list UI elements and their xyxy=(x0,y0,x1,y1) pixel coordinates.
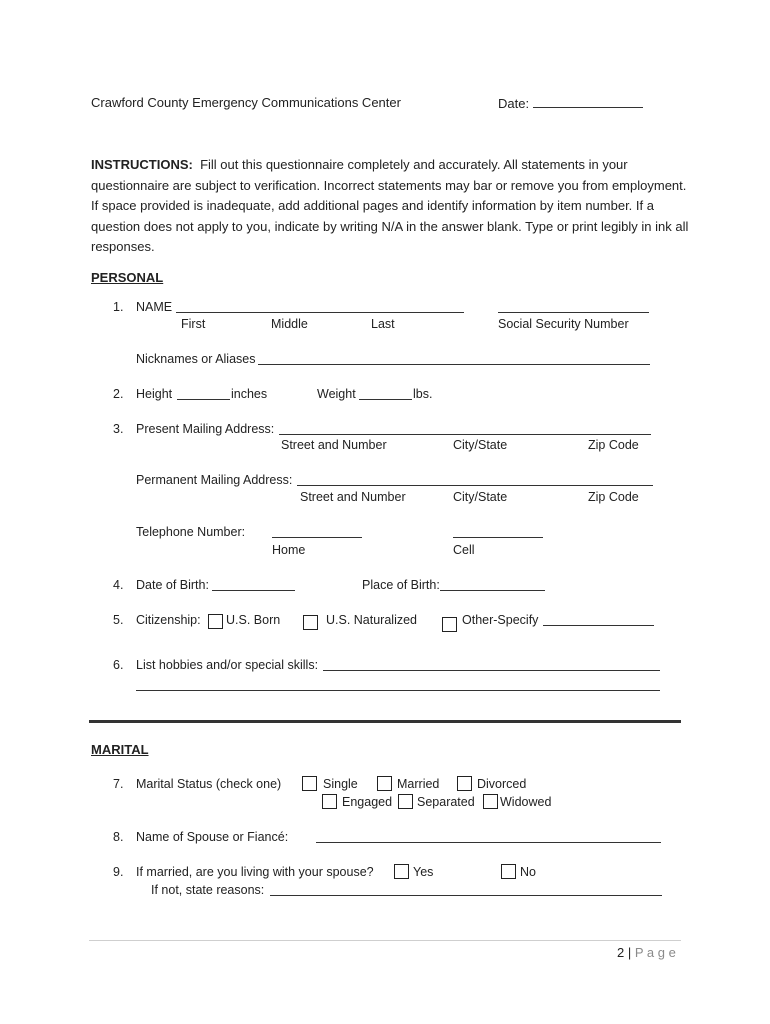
instructions xyxy=(91,155,691,258)
q1-number: 1. xyxy=(113,300,124,314)
q8-number: 8. xyxy=(113,830,124,844)
page-number: 2 xyxy=(617,945,625,960)
org-title: Crawford County Emergency Communications Center xyxy=(91,95,401,110)
permanent-city-caption: City/State xyxy=(453,490,508,504)
height-label: Height xyxy=(136,387,173,401)
present-street-caption: Street and Number xyxy=(281,438,387,452)
first-caption: First xyxy=(181,317,206,331)
telephone-label: Telephone Number: xyxy=(136,525,246,539)
us-naturalized-label: U.S. Naturalized xyxy=(326,613,418,627)
q7-number: 7. xyxy=(113,777,124,791)
other-checkbox[interactable] xyxy=(442,617,457,632)
weight-label: Weight xyxy=(317,387,356,401)
permanent-street-caption: Street and Number xyxy=(300,490,406,504)
spouse-name-input[interactable] xyxy=(316,830,661,843)
weight-input[interactable] xyxy=(359,387,412,400)
height-input[interactable] xyxy=(177,387,230,400)
living-with-spouse-label: If married, are you living with your spouse? xyxy=(136,865,374,879)
no-label: No xyxy=(520,865,536,879)
permanent-address-input[interactable] xyxy=(297,473,653,486)
marital-heading: MARITAL xyxy=(91,742,149,757)
married-checkbox[interactable] xyxy=(377,776,392,791)
us-naturalized-checkbox[interactable] xyxy=(303,615,318,630)
permanent-address-label: Permanent Mailing Address: xyxy=(136,473,293,487)
home-caption: Home xyxy=(272,543,306,557)
engaged-checkbox[interactable] xyxy=(322,794,337,809)
us-born-label: U.S. Born xyxy=(226,613,281,627)
pob-input[interactable] xyxy=(440,578,545,591)
engaged-label: Engaged xyxy=(342,795,393,809)
page-footer xyxy=(617,945,676,960)
q6-number: 6. xyxy=(113,658,124,672)
q2-number: 2. xyxy=(113,387,124,401)
citizenship-label: Citizenship: xyxy=(136,613,201,627)
present-address-label: Present Mailing Address: xyxy=(136,422,275,436)
separated-checkbox[interactable] xyxy=(398,794,413,809)
cell-caption: Cell xyxy=(453,543,475,557)
hobbies-input-2[interactable] xyxy=(136,678,660,691)
divorced-checkbox[interactable] xyxy=(457,776,472,791)
cell-phone-input[interactable] xyxy=(453,525,543,538)
separated-label: Separated xyxy=(417,795,475,809)
married-label: Married xyxy=(397,777,440,791)
last-caption: Last xyxy=(371,317,395,331)
single-checkbox[interactable] xyxy=(302,776,317,791)
hobbies-input-1[interactable] xyxy=(323,658,660,671)
other-specify-input[interactable] xyxy=(543,613,654,626)
marital-status-label: Marital Status (check one) xyxy=(136,777,282,791)
dob-label: Date of Birth: xyxy=(136,578,209,592)
lbs-label: lbs. xyxy=(413,387,433,401)
widowed-checkbox[interactable] xyxy=(483,794,498,809)
q4-number: 4. xyxy=(113,578,124,592)
page-word: P a g e xyxy=(634,945,676,960)
other-label: Other-Specify xyxy=(462,613,539,627)
section-divider xyxy=(89,720,681,723)
footer-divider xyxy=(89,940,681,941)
reasons-input[interactable] xyxy=(270,883,662,896)
instructions-text: Fill out this questionnaire completely and accurately. All statements in your questionnaire are subject to verification. Incorrect statements may bar or remove you from employment. If space provided is inadequate, add additional pages and identify information by item number. If a question does not apply to you, indicate by writing N/A in the answer blank. Type or print legibly in ink all responses. xyxy=(91,157,689,254)
q3-number: 3. xyxy=(113,422,124,436)
dob-input[interactable] xyxy=(212,578,295,591)
nickname-label: Nicknames or Aliases xyxy=(136,352,256,366)
q9-number: 9. xyxy=(113,865,124,879)
single-label: Single xyxy=(323,777,358,791)
hobbies-label: List hobbies and/or special skills: xyxy=(136,658,319,672)
date-field xyxy=(498,95,643,111)
page-separator: | xyxy=(627,945,632,960)
name-input[interactable] xyxy=(176,300,464,313)
yes-label: Yes xyxy=(413,865,434,879)
q5-number: 5. xyxy=(113,613,124,627)
widowed-label: Widowed xyxy=(500,795,552,809)
pob-label: Place of Birth: xyxy=(362,578,440,592)
inches-label: inches xyxy=(231,387,268,401)
reasons-label: If not, state reasons: xyxy=(151,883,265,897)
middle-caption: Middle xyxy=(271,317,308,331)
date-label: Date: xyxy=(498,96,530,111)
divorced-label: Divorced xyxy=(477,777,527,791)
yes-checkbox[interactable] xyxy=(394,864,409,879)
us-born-checkbox[interactable] xyxy=(208,614,223,629)
q1-label: NAME xyxy=(136,300,173,314)
ssn-caption: Social Security Number xyxy=(498,317,629,331)
spouse-name-label: Name of Spouse or Fiancé: xyxy=(136,830,289,844)
instructions-label: INSTRUCTIONS: xyxy=(91,157,193,172)
nickname-input[interactable] xyxy=(258,352,650,365)
date-input[interactable] xyxy=(533,95,643,108)
permanent-zip-caption: Zip Code xyxy=(588,490,639,504)
ssn-input[interactable] xyxy=(498,300,649,313)
personal-heading: PERSONAL xyxy=(91,270,164,285)
present-address-input[interactable] xyxy=(279,422,651,435)
present-city-caption: City/State xyxy=(453,438,508,452)
no-checkbox[interactable] xyxy=(501,864,516,879)
present-zip-caption: Zip Code xyxy=(588,438,639,452)
home-phone-input[interactable] xyxy=(272,525,362,538)
